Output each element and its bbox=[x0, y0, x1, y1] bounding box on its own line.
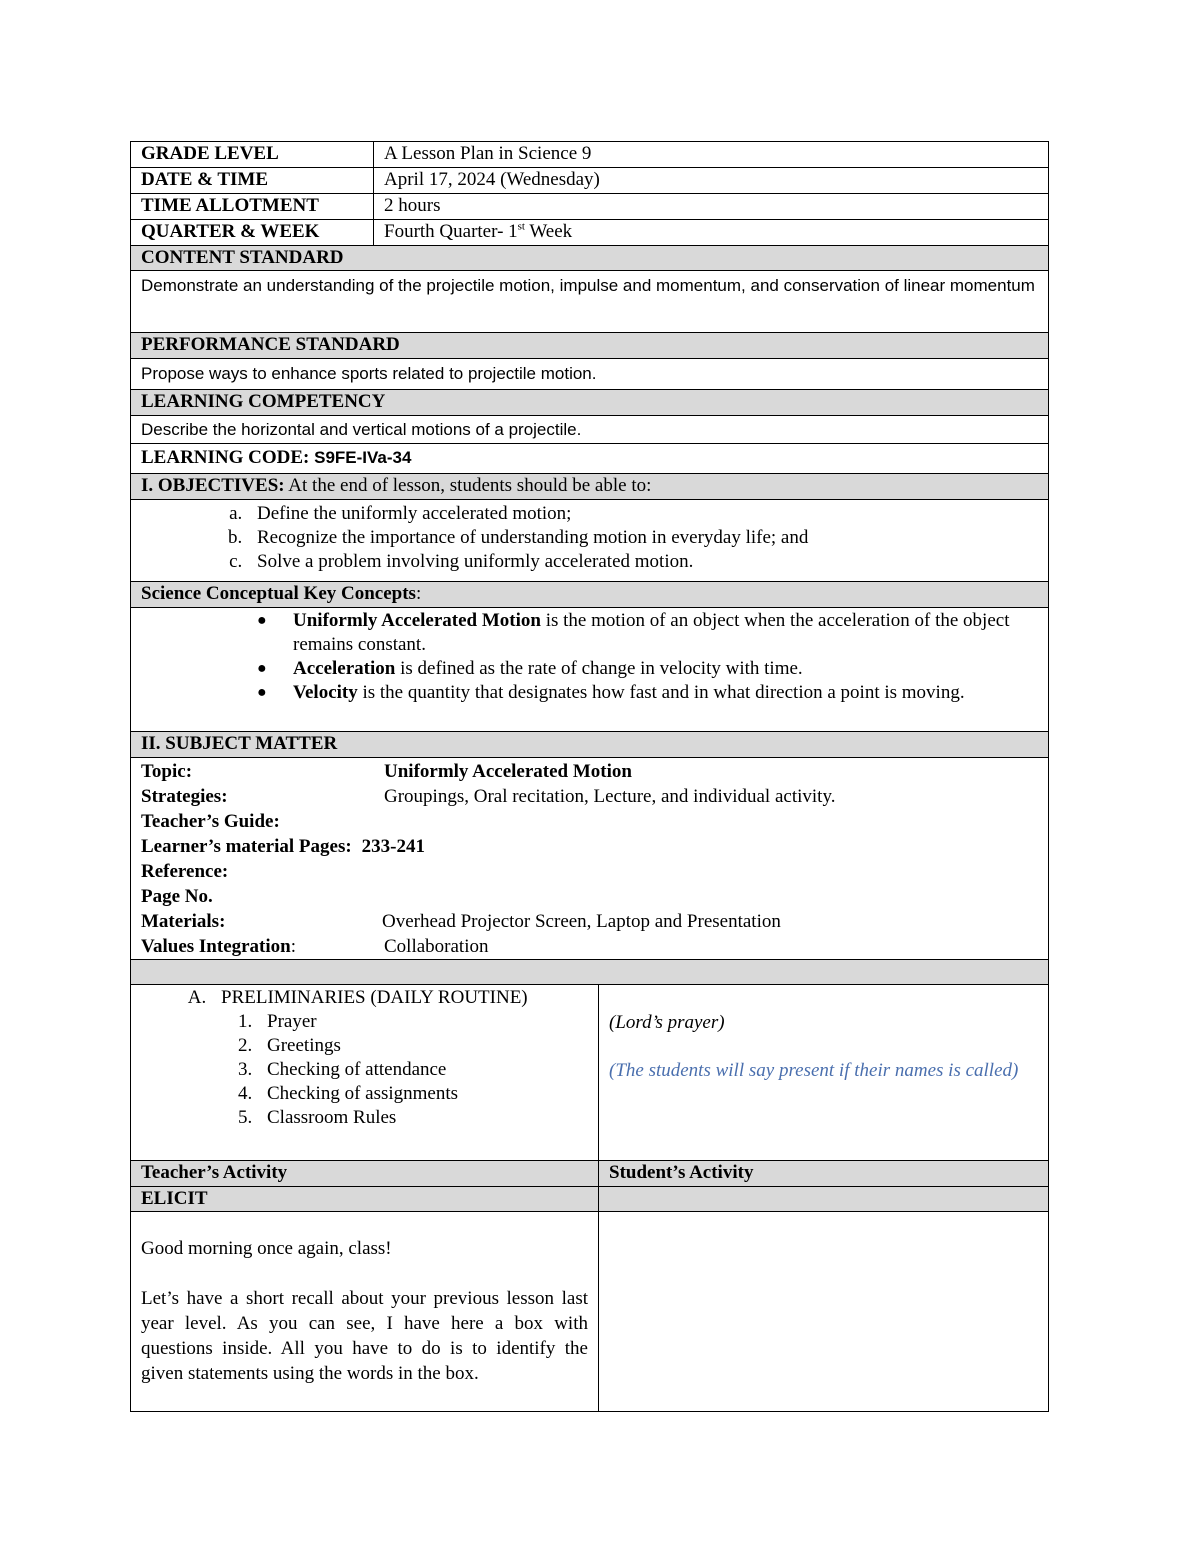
spacer bbox=[609, 1035, 1038, 1059]
spacer bbox=[141, 1261, 588, 1286]
performance-standard-text: Propose ways to enhance sports related to projectile motion. bbox=[131, 359, 1049, 390]
elicit-label: ELICIT bbox=[131, 1187, 599, 1212]
routine-item: 2. Greetings bbox=[257, 1034, 588, 1058]
preliminaries-item bbox=[211, 986, 588, 1130]
routine-item: 3. Checking of attendance bbox=[257, 1058, 588, 1082]
values-label-wrap bbox=[141, 934, 384, 959]
preliminaries-student-cell bbox=[599, 985, 1049, 1161]
reference-row bbox=[141, 859, 1038, 884]
content-standard-text: Demonstrate an understanding of the projectile motion, impulse and momentum, and conservation of linear momentum bbox=[131, 271, 1049, 333]
performance-standard-header-row bbox=[131, 333, 1049, 359]
routine-item: 5. Classroom Rules bbox=[257, 1106, 588, 1130]
blank-shaded-row bbox=[131, 960, 1049, 985]
elicit-instruction: Let’s have a short recall about your previous lesson last year level. As you can see, I have here a box with questions inside. All you have to do is to identify the given statements using the words in the box. bbox=[141, 1288, 588, 1384]
learning-code-label: LEARNING CODE: bbox=[141, 447, 315, 468]
activity-header-row bbox=[131, 1161, 1049, 1187]
blank-shaded-cell bbox=[131, 960, 1049, 985]
content-standard-row bbox=[131, 271, 1049, 333]
preliminaries-row bbox=[131, 985, 1049, 1161]
preliminaries-label: PRELIMINARIES (DAILY ROUTINE) bbox=[221, 987, 528, 1008]
learning-code-row bbox=[131, 444, 1049, 474]
key-concepts-list-row bbox=[131, 608, 1049, 732]
key-concepts-list bbox=[141, 609, 1038, 705]
bullet-icon: ● bbox=[257, 612, 267, 629]
quarter-week-row bbox=[131, 220, 1049, 246]
learners-material-row bbox=[141, 834, 1038, 859]
quarter-week-sup: st bbox=[517, 220, 525, 233]
strategies-value: Groupings, Oral recitation, Lecture, and individual activity. bbox=[384, 786, 836, 807]
key-concept-term: Uniformly Accelerated Motion bbox=[293, 610, 541, 631]
topic-value: Uniformly Accelerated Motion bbox=[384, 761, 632, 782]
reference-label: Reference: bbox=[141, 861, 229, 882]
key-concept-term: Velocity bbox=[293, 682, 358, 703]
content-standard-header-row bbox=[131, 246, 1049, 271]
objectives-header bbox=[131, 474, 1049, 500]
routine-list bbox=[221, 1010, 588, 1130]
key-concepts-colon: : bbox=[415, 583, 422, 604]
key-concept-item bbox=[257, 657, 1038, 681]
materials-row bbox=[141, 909, 1038, 934]
page-no-row bbox=[141, 884, 1038, 909]
key-concept-term: Acceleration bbox=[293, 658, 396, 679]
values-colon: : bbox=[290, 936, 297, 957]
grade-level-label: GRADE LEVEL bbox=[131, 142, 374, 168]
learning-competency-row bbox=[131, 416, 1049, 444]
date-time-label: DATE & TIME bbox=[131, 168, 374, 194]
key-concept-definition: is the quantity that designates how fast and in what direction a point is moving. bbox=[357, 682, 965, 703]
quarter-week-prefix: Fourth Quarter- 1 bbox=[384, 221, 518, 242]
subject-matter-label: II. SUBJECT MATTER bbox=[131, 732, 1049, 758]
preliminaries-teacher-cell bbox=[131, 985, 599, 1161]
time-allotment-row bbox=[131, 194, 1049, 220]
routine-item: 1. Prayer bbox=[257, 1010, 588, 1034]
quarter-week-label: QUARTER & WEEK bbox=[131, 220, 374, 246]
learners-material-label: Learner’s material Pages: bbox=[141, 836, 352, 857]
values-value: Collaboration bbox=[384, 936, 489, 957]
learning-competency-header-row bbox=[131, 390, 1049, 416]
learning-code-cell bbox=[131, 444, 1049, 474]
learning-competency-text: Describe the horizontal and vertical motions of a projectile. bbox=[131, 416, 1049, 444]
objectives-header-row bbox=[131, 474, 1049, 500]
key-concept-definition: is the motion of an object when the acceleration of the object remains constant. bbox=[293, 610, 1010, 655]
key-concepts-label: Science Conceptual Key Concepts bbox=[141, 583, 416, 604]
teacher-activity-header: Teacher’s Activity bbox=[131, 1161, 599, 1187]
key-concept-item bbox=[257, 609, 1038, 657]
date-time-row bbox=[131, 168, 1049, 194]
key-concepts-header bbox=[131, 582, 1049, 608]
content-standard-label: CONTENT STANDARD bbox=[131, 246, 1049, 271]
key-concepts-list-cell bbox=[131, 608, 1049, 732]
elicit-teacher-cell bbox=[131, 1212, 599, 1412]
strategies-label: Strategies: bbox=[141, 786, 228, 807]
objective-item: a. Define the uniformly accelerated motion; bbox=[247, 502, 1038, 526]
elicit-header-row bbox=[131, 1187, 1049, 1212]
key-concept-definition: is defined as the rate of change in velocity with time. bbox=[395, 658, 803, 679]
key-concepts-header-row bbox=[131, 582, 1049, 608]
learning-competency-label: LEARNING COMPETENCY bbox=[131, 390, 1049, 416]
objective-item: c. Solve a problem involving uniformly accelerated motion. bbox=[247, 550, 1038, 574]
materials-label: Materials: bbox=[141, 911, 226, 932]
student-attendance-response: (The students will say present if their names is called) bbox=[609, 1060, 1019, 1081]
elicit-student-blank bbox=[599, 1187, 1049, 1212]
performance-standard-label: PERFORMANCE STANDARD bbox=[131, 333, 1049, 359]
date-time-value: April 17, 2024 (Wednesday) bbox=[374, 168, 1049, 194]
objective-item: b. Recognize the importance of understanding motion in everyday life; and bbox=[247, 526, 1038, 550]
subject-matter-header-row bbox=[131, 732, 1049, 758]
elicit-student-cell bbox=[599, 1212, 1049, 1412]
quarter-week-value bbox=[374, 220, 1049, 246]
objectives-intro: At the end of lesson, students should be able to: bbox=[284, 475, 652, 496]
objectives-list bbox=[141, 502, 1038, 574]
strategies-row bbox=[141, 784, 1038, 809]
subject-matter-row bbox=[131, 758, 1049, 960]
time-allotment-value: 2 hours bbox=[374, 194, 1049, 220]
bullet-icon: ● bbox=[257, 684, 267, 701]
performance-standard-row bbox=[131, 359, 1049, 390]
values-row bbox=[141, 934, 1038, 959]
values-label: Values Integration bbox=[141, 936, 291, 957]
key-concept-item bbox=[257, 681, 1038, 705]
elicit-row bbox=[131, 1212, 1049, 1412]
grade-level-value: A Lesson Plan in Science 9 bbox=[374, 142, 1049, 168]
topic-row bbox=[141, 759, 1038, 784]
routine-item: 4. Checking of assignments bbox=[257, 1082, 588, 1106]
bullet-icon: ● bbox=[257, 660, 267, 677]
objectives-label: I. OBJECTIVES: bbox=[141, 475, 285, 496]
student-activity-header: Student’s Activity bbox=[599, 1161, 1049, 1187]
teachers-guide-row bbox=[141, 809, 1038, 834]
time-allotment-label: TIME ALLOTMENT bbox=[131, 194, 374, 220]
preliminaries-list bbox=[141, 986, 588, 1130]
student-prayer-response: (Lord’s prayer) bbox=[609, 1012, 725, 1033]
objectives-list-cell bbox=[131, 500, 1049, 582]
teachers-guide-label: Teacher’s Guide: bbox=[141, 811, 280, 832]
topic-label: Topic: bbox=[141, 761, 193, 782]
quarter-week-suffix: Week bbox=[524, 221, 573, 242]
lesson-plan-table bbox=[130, 141, 1049, 1412]
objectives-list-row bbox=[131, 500, 1049, 582]
page-no-label: Page No. bbox=[141, 886, 213, 907]
grade-level-row bbox=[131, 142, 1049, 168]
lesson-plan-page bbox=[130, 141, 1048, 1412]
learning-code-value: S9FE-IVa-34 bbox=[314, 448, 412, 467]
materials-value: Overhead Projector Screen, Laptop and Presentation bbox=[382, 911, 781, 932]
subject-matter-cell bbox=[131, 758, 1049, 960]
elicit-greeting: Good morning once again, class! bbox=[141, 1238, 392, 1259]
learners-material-value: 233-241 bbox=[361, 836, 425, 857]
